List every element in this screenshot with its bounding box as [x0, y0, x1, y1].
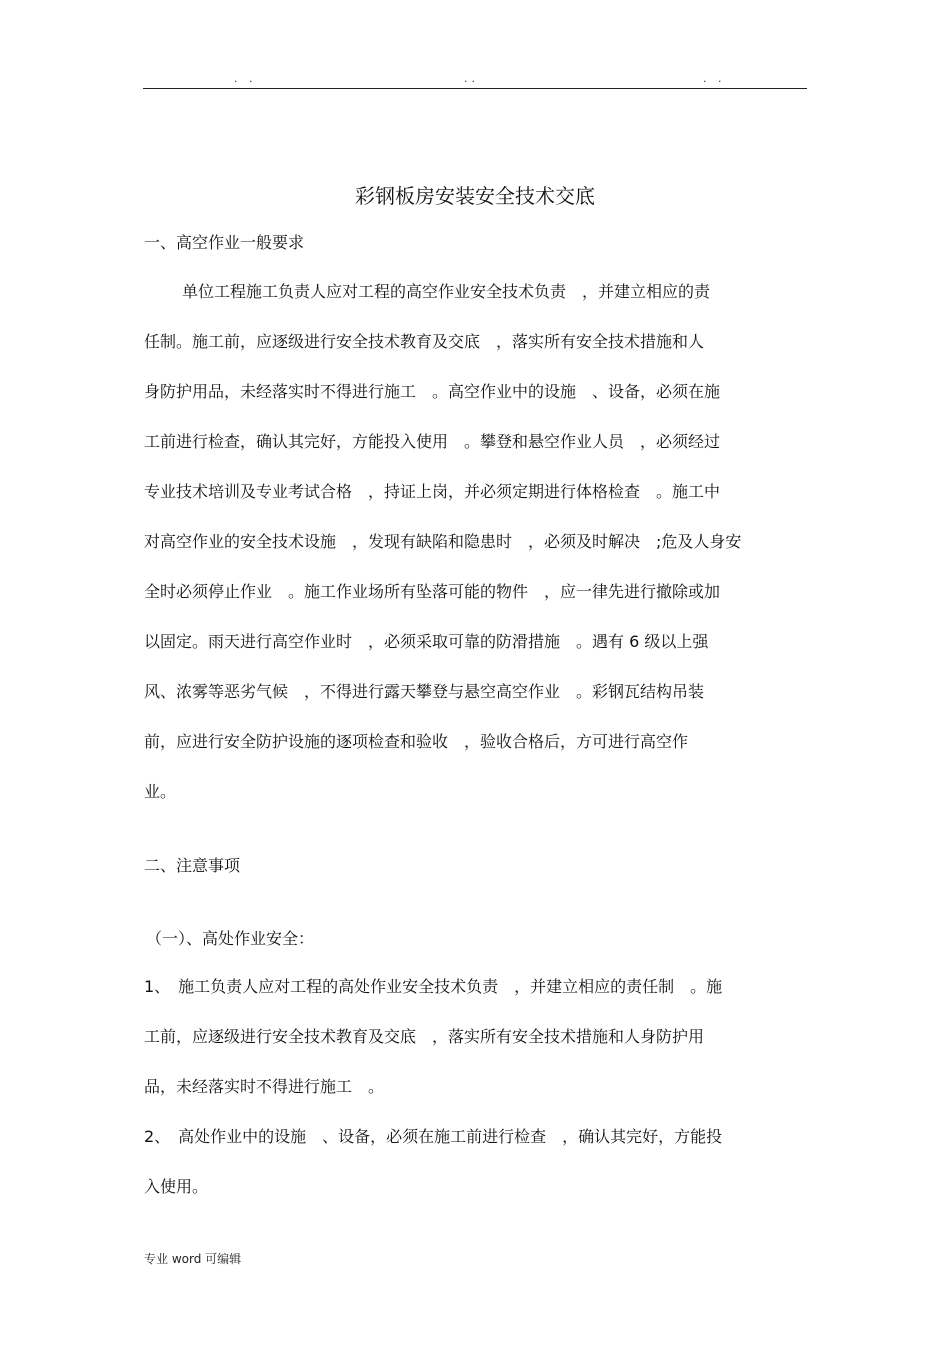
- text-line: 风、浓雾等恶劣气候 ，不得进行露天攀登与悬空高空作业 。彩钢瓦结构吊装: [144, 682, 705, 701]
- header-dots-left: . .: [234, 72, 257, 85]
- text-line: 全时必须停止作业 。施工作业场所有坠落可能的物件 ，应一律先进行撤除或加: [144, 582, 721, 601]
- header-rule: [143, 88, 807, 89]
- text-line: 工前进行检查，确认其完好，方能投入使用 。攀登和悬空作业人员 ，必须经过: [144, 432, 721, 451]
- footer-note: 专业 word 可编辑: [144, 1252, 242, 1266]
- text-line: 品，未经落实时不得进行施工 。: [144, 1077, 385, 1096]
- text-line: 身防护用品，未经落实时不得进行施工 。高空作业中的设施 、设备，必须在施: [144, 382, 721, 401]
- text-line: 以固定。雨天进行高空作业时 ，必须采取可靠的防滑措施 。遇有 6 级以上强: [144, 632, 709, 651]
- text-line: 前，应进行安全防护设施的逐项检查和验收 ，验收合格后，方可进行高空作: [144, 732, 689, 751]
- document-title: 彩钢板房安装安全技术交底: [355, 184, 595, 208]
- text-line: 2、 高处作业中的设施 、设备，必须在施工前进行检查 ，确认其完好，方能投: [144, 1127, 723, 1146]
- text-line: 专业技术培训及专业考试合格 ，持证上岗，并必须定期进行体格检查 。施工中: [144, 482, 721, 501]
- item-2: [144, 1112, 804, 1212]
- section-1-body: [144, 267, 804, 817]
- subsection-heading: （一）、高处作业安全：: [146, 929, 315, 948]
- text-line: 对高空作业的安全技术设施 ，发现有缺陷和隐患时 ，必须及时解决 ;危及人身安: [144, 532, 742, 551]
- text-line: 工前，应逐级进行安全技术教育及交底 ，落实所有安全技术措施和人身防护用: [144, 1027, 705, 1046]
- header-dots-center: ..: [464, 72, 479, 85]
- section-1-heading: 一、高空作业一般要求: [144, 233, 305, 252]
- header-dots-right: . .: [703, 72, 726, 85]
- text-line: 单位工程施工负责人应对工程的高空作业安全技术负责 ，并建立相应的责: [182, 282, 711, 301]
- text-line: 1、 施工负责人应对工程的高处作业安全技术负责 ，并建立相应的责任制 。施: [144, 977, 723, 996]
- text-line: 任制。施工前，应逐级进行安全技术教育及交底 ，落实所有安全技术措施和人: [144, 332, 705, 351]
- section-2-heading: 二、注意事项: [144, 856, 241, 875]
- text-line: 入使用。: [144, 1177, 209, 1196]
- text-line: 业。: [144, 782, 177, 801]
- item-1: [144, 962, 804, 1112]
